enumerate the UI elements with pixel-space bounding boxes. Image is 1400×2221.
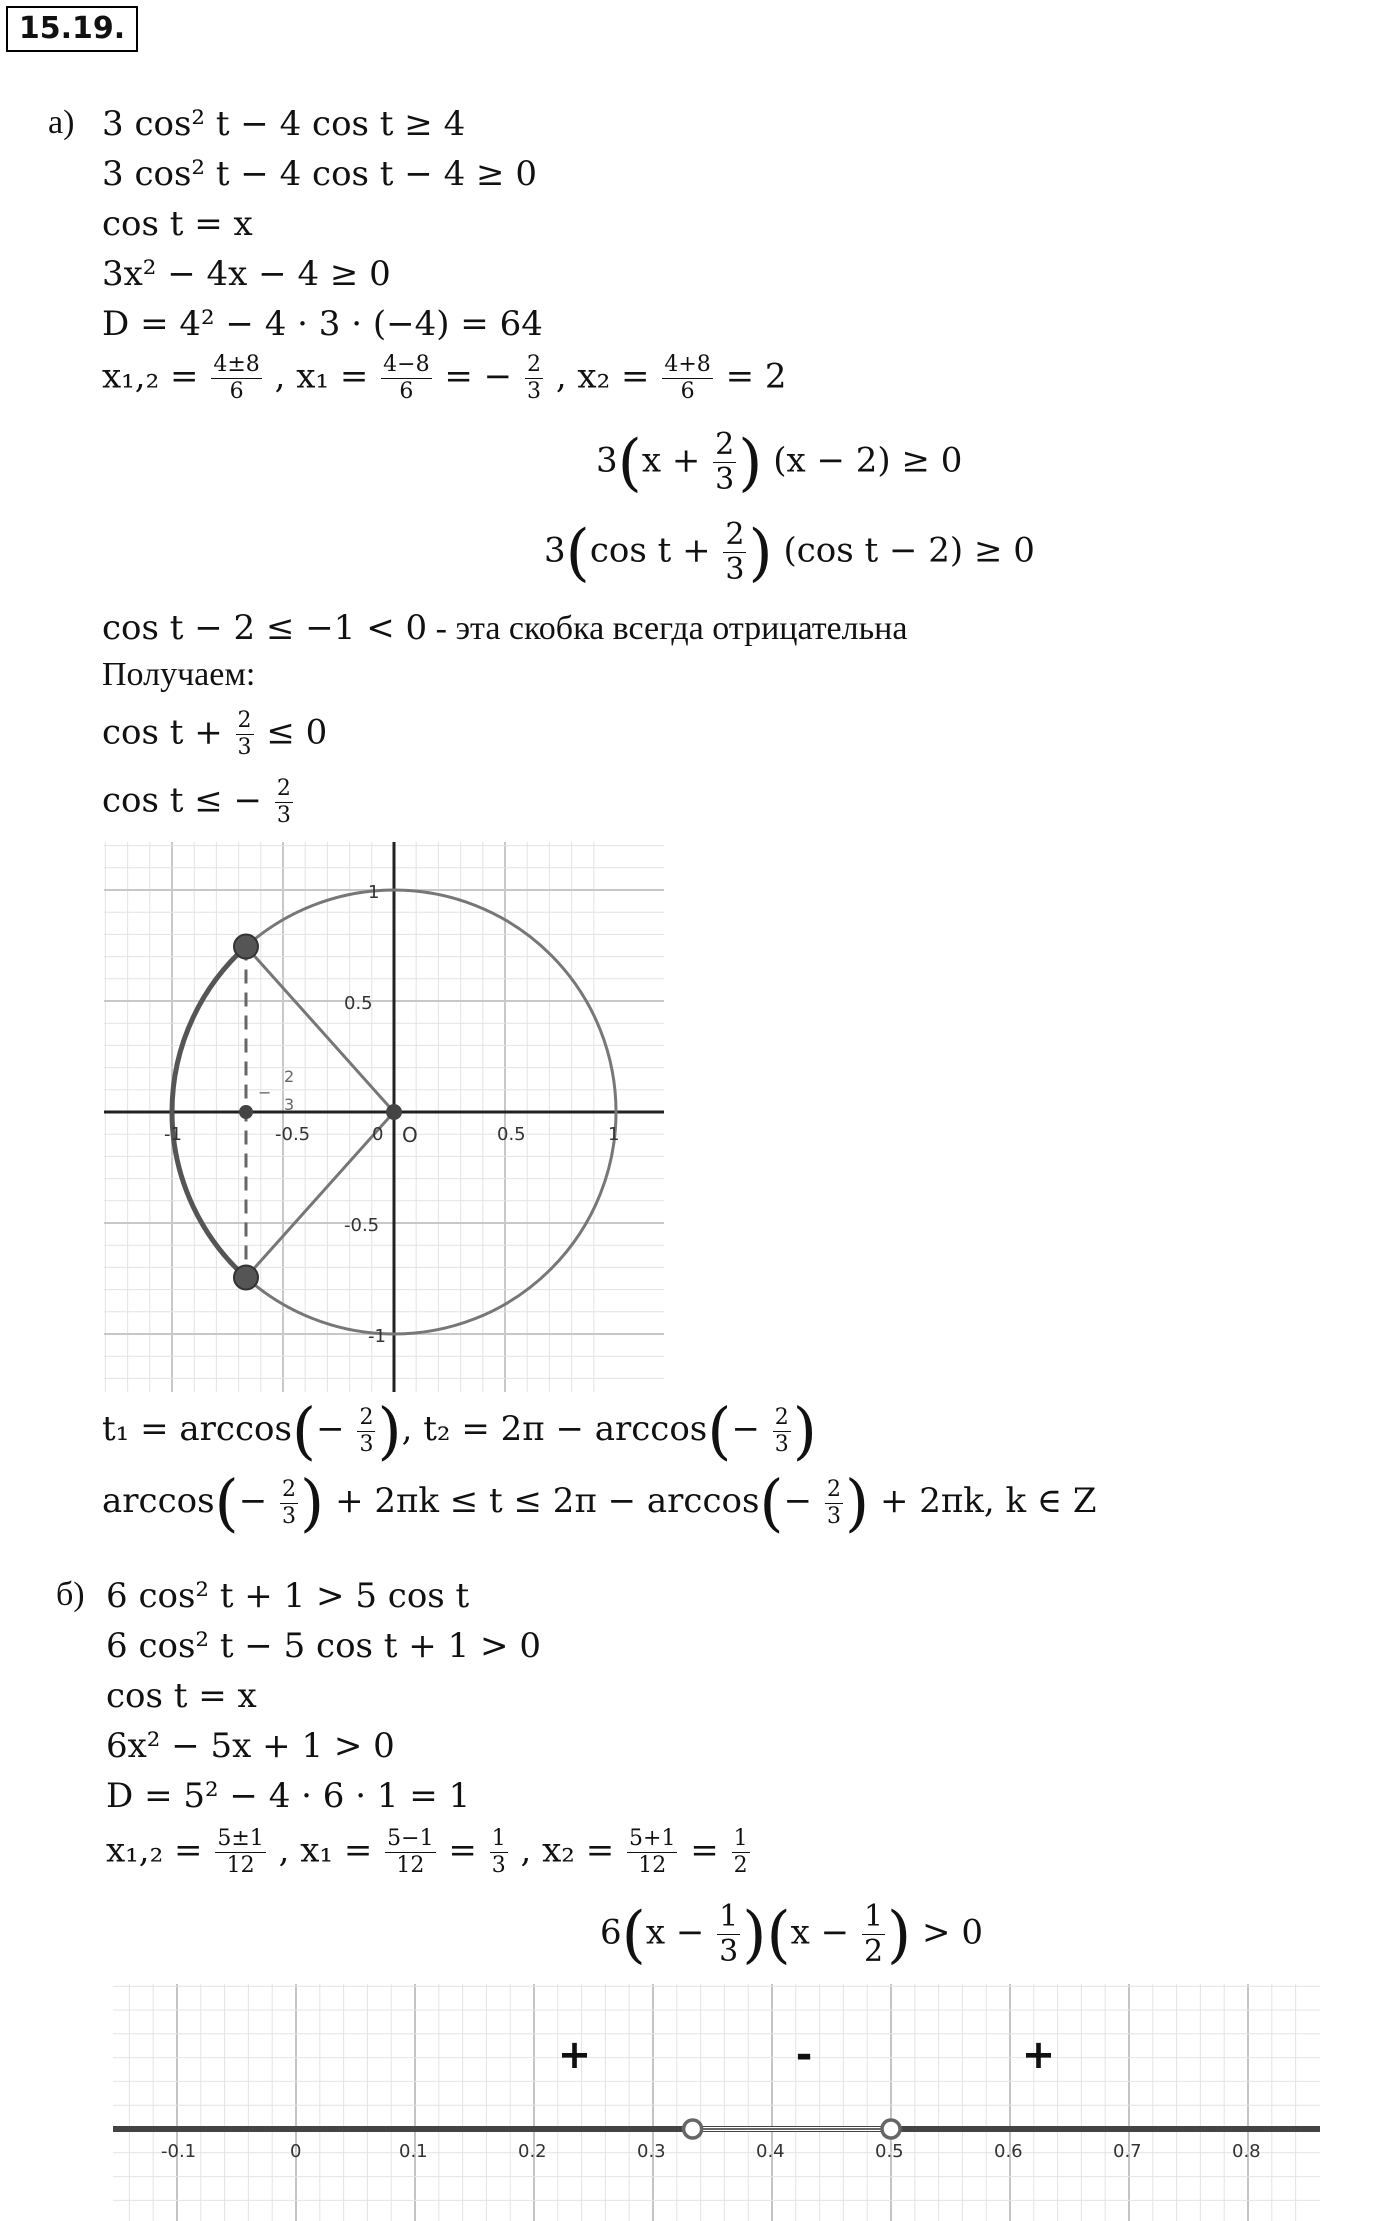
y-tick-label: -1: [368, 1326, 386, 1347]
sign-label: -: [795, 2032, 813, 2078]
point-label-den: 3: [283, 1095, 295, 1114]
part-a-line-4: 3x² − 4x − 4 ≥ 0: [102, 254, 391, 294]
part-b-line-4: 6x² − 5x + 1 > 0: [106, 1726, 395, 1766]
y-tick-label: 0.5: [344, 993, 373, 1014]
part-a-label: а): [48, 104, 75, 141]
part-a-line-2: 3 cos² t − 4 cos t − 4 ≥ 0: [102, 154, 537, 194]
part-b-line-5: D = 5² − 4 · 6 · 1 = 1: [106, 1776, 471, 1816]
part-b-label: б): [56, 1576, 85, 1613]
part-a-t-line: t₁ = arccos(− $\frac{2}{3}$ ), t₂ = 2π − arccos(− $\frac{2}{3}$ ): [102, 1394, 817, 1467]
part-b-factored: 6(x − $\frac{1}{3}$ )(x − $\frac{1}{2}$ ) > 0: [600, 1897, 983, 1971]
tick-label: 0.6: [994, 2141, 1023, 2162]
tick-label: 0.2: [518, 2141, 547, 2162]
tick-label: 0: [290, 2141, 302, 2162]
origin-label: O: [402, 1123, 418, 1147]
tick-label: -0.1: [161, 2141, 197, 2162]
x-tick-label: 1: [608, 1124, 620, 1145]
top-point: [234, 935, 258, 959]
part-a-factored-2: 3(cos t + $\frac{2}{3}$ ) (cos t − 2) ≥ 0: [544, 515, 1035, 589]
axis-point: [239, 1105, 253, 1119]
part-a-roots: x₁,₂ = $\frac{4\pm 8}{6}$ , x₁ = $\frac{4-8}{6}$ = − $\frac{2}{3}$ , x₂ = $\frac{4+8}{6}$ = 2: [102, 352, 787, 404]
open-point: [684, 2120, 702, 2138]
part-a-line-3: cos t = x: [102, 204, 253, 244]
x-tick-label: 0.5: [497, 1124, 526, 1145]
unit-circle-grid: [104, 842, 664, 1392]
unit-circle-axes: [104, 842, 664, 1392]
part-a-ineq-2: cos t ≤ − $\frac{2}{3}$: [102, 776, 291, 828]
point-label-minus: −: [257, 1083, 272, 1102]
tick-label: 0.5: [875, 2141, 904, 2162]
tick-label: 0.8: [1232, 2141, 1261, 2162]
point-label-num: 2: [283, 1067, 295, 1086]
part-b-roots: x₁,₂ = $\frac{5\pm 1}{12}$ , x₁ = $\frac{5-1}{12}$ = $\frac{1}{3}$ , x₂ = $\frac{5+1}{12}$ = $\frac{1}{2}$: [106, 1826, 748, 1878]
number-line-grid: [113, 1984, 1320, 2221]
part-a-get-label: Получаем:: [102, 656, 256, 693]
x-tick-label: -1: [164, 1124, 182, 1145]
tick-label: 0.4: [756, 2141, 785, 2162]
part-b-line-2: 6 cos² t − 5 cos t + 1 > 0: [106, 1626, 541, 1666]
open-point: [882, 2120, 900, 2138]
bottom-point: [234, 1265, 258, 1289]
part-b-line-1: 6 cos² t + 1 > 5 cos t: [106, 1576, 470, 1616]
tick-label: 0.3: [637, 2141, 666, 2162]
part-a-factored-1: 3(x + $\frac{2}{3}$ ) (x − 2) ≥ 0: [596, 425, 963, 499]
x-tick-label: -0.5: [275, 1124, 311, 1145]
part-a-answer: arccos(− $\frac{2}{3}$ ) + 2πk ≤ t ≤ 2π − arccos(− $\frac{2}{3}$ ) + 2πk, k ∈ Z: [102, 1466, 1097, 1539]
tick-label: 0.7: [1113, 2141, 1142, 2162]
y-tick-label: 1: [368, 882, 380, 903]
tick-label: 0.1: [399, 2141, 428, 2162]
sign-label: +: [557, 2032, 592, 2078]
part-a-line-5: D = 4² − 4 · 3 · (−4) = 64: [102, 304, 543, 344]
part-b-line-3: cos t = x: [106, 1676, 257, 1716]
problem-number: 15.19.: [6, 6, 138, 52]
sign-label: +: [1021, 2032, 1056, 2078]
part-a-note: cos t − 2 ≤ −1 < 0 - эта скобка всегда отрицательна: [102, 608, 908, 648]
part-a-ineq-1: cos t + $\frac{2}{3}$ ≤ 0: [102, 708, 328, 760]
origin-point: [386, 1104, 402, 1120]
x-tick-label: 0: [372, 1124, 384, 1145]
unit-circle-figure: [104, 842, 664, 1392]
part-a-line-1: 3 cos² t − 4 cos t ≥ 4: [102, 104, 466, 144]
y-tick-label: -0.5: [344, 1215, 380, 1236]
number-line-figure: [108, 1984, 1320, 2221]
